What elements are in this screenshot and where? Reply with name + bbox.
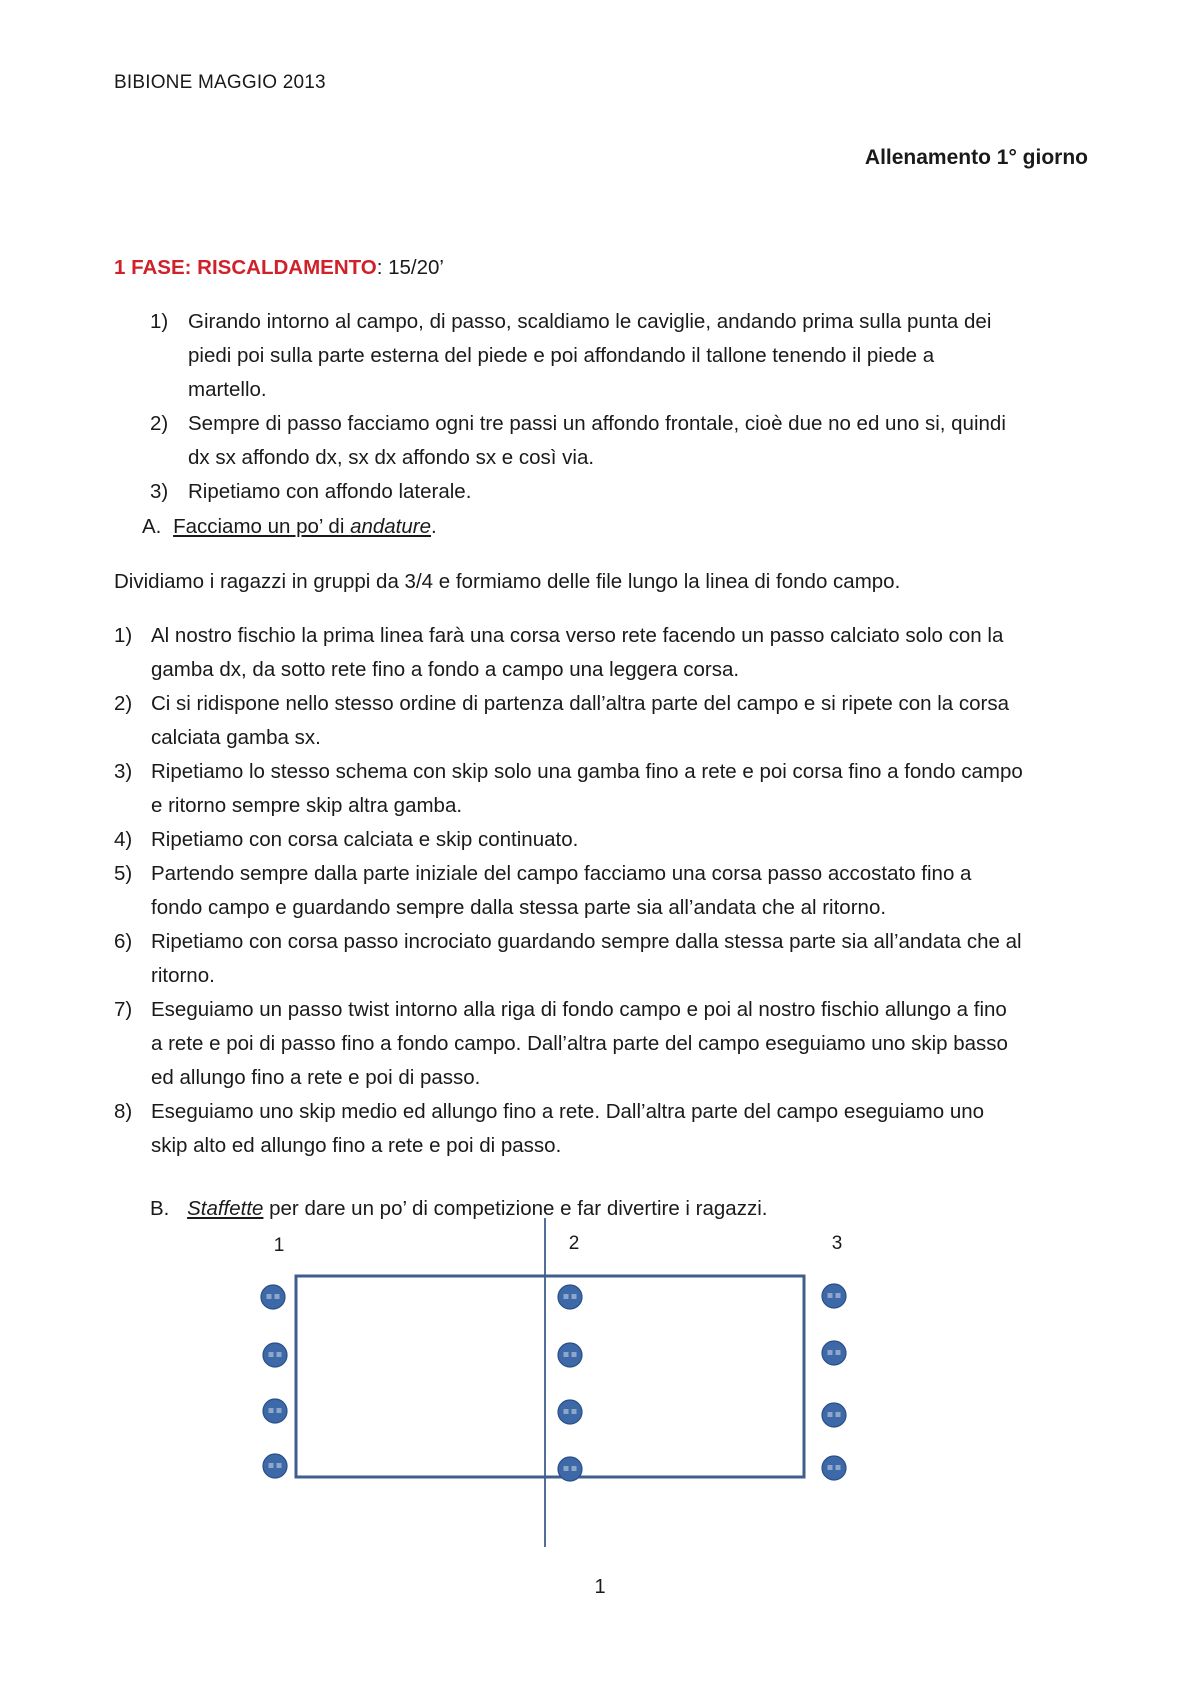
- player-marker: [822, 1403, 846, 1427]
- drill-item-line: ritorno.: [151, 964, 215, 987]
- warmup-item-line: Ripetiamo con affondo laterale.: [188, 480, 472, 503]
- warmup-item-number: 3): [150, 480, 169, 503]
- drill-item-line: Al nostro fischio la prima linea farà una corsa verso rete facendo un passo calciato solo con la: [151, 624, 1004, 647]
- drill-item-line: Partendo sempre dalla parte iniziale del campo facciamo una corsa passo accostato fino a: [151, 862, 972, 885]
- warmup-item-line: Sempre di passo facciamo ogni tre passi un affondo frontale, cioè due no ed uno si, quindi: [188, 412, 1006, 435]
- warmup-item-number: 1): [150, 310, 169, 333]
- player-marker: [822, 1456, 846, 1480]
- phase-duration: : 15/20’: [376, 256, 444, 279]
- field-rectangle: [296, 1276, 804, 1477]
- drill-item-line: Ci si ridispone nello stesso ordine di partenza dall’altra parte del campo e si ripete con la corsa: [151, 692, 1010, 715]
- drill-item-line: a rete e poi di passo fino a fondo campo. Dall’altra parte del campo eseguiamo uno skip basso: [151, 1032, 1008, 1055]
- drill-item-line: e ritorno sempre skip altra gamba.: [151, 794, 463, 817]
- drill-item-line: Ripetiamo con corsa calciata e skip continuato.: [151, 828, 579, 851]
- drill-item-number: 6): [114, 930, 133, 953]
- warmup-item-line: piedi poi sulla parte esterna del piede e poi affondando il tallone tenendo il piede a: [188, 344, 935, 367]
- player-marker: [261, 1285, 285, 1309]
- section-b-text: per dare un po’ di competizione e far divertire i ragazzi.: [263, 1197, 768, 1220]
- player-marker: [558, 1285, 582, 1309]
- section-b-letter: B.: [150, 1197, 170, 1220]
- player-marker: [558, 1400, 582, 1424]
- document-header: BIBIONE MAGGIO 2013: [114, 72, 326, 93]
- player-marker: [822, 1341, 846, 1365]
- drill-item-line: fondo campo e guardando sempre dalla stessa parte sia all’andata che al ritorno.: [151, 896, 887, 919]
- phase-label: 1 FASE: RISCALDAMENTO: [114, 256, 377, 279]
- section-b-italic: Staffette: [187, 1197, 264, 1220]
- drill-item-line: calciata gamba sx.: [151, 726, 321, 749]
- player-marker: [263, 1399, 287, 1423]
- drill-item-number: 2): [114, 692, 133, 715]
- drill-item-number: 7): [114, 998, 133, 1021]
- drill-item-number: 4): [114, 828, 133, 851]
- section-a-italic: andature: [350, 515, 432, 538]
- column-label: 2: [568, 1233, 580, 1254]
- player-marker: [263, 1343, 287, 1367]
- warmup-item-line: martello.: [188, 378, 267, 401]
- column-label: 3: [831, 1233, 843, 1254]
- drill-item-line: Ripetiamo lo stesso schema con skip solo una gamba fino a rete e poi corsa fino a fondo campo: [151, 760, 1023, 783]
- page-number: 1: [594, 1576, 606, 1598]
- drill-item-line: ed allungo fino a rete e poi di passo.: [151, 1066, 481, 1089]
- column-label: 1: [273, 1235, 285, 1256]
- drill-item-line: Ripetiamo con corsa passo incrociato guardando sempre dalla stessa parte sia all’andata che al: [151, 930, 1022, 953]
- warmup-item-number: 2): [150, 412, 169, 435]
- section-a-text: Facciamo un po’ di andature: [173, 515, 432, 538]
- warmup-item-line: dx sx affondo dx, sx dx affondo sx e così via.: [188, 446, 595, 469]
- drill-item-number: 5): [114, 862, 133, 885]
- drill-item-line: Eseguiamo uno skip medio ed allungo fino a rete. Dall’altra parte del campo eseguiamo uno: [151, 1100, 985, 1123]
- warmup-item-line: Girando intorno al campo, di passo, scaldiamo le caviglie, andando prima sulla punta dei: [188, 310, 992, 333]
- drill-item-line: skip alto ed allungo fino a rete e poi di passo.: [151, 1134, 562, 1157]
- page-title: Allenamento 1° giorno: [864, 146, 1088, 169]
- drill-item-line: Eseguiamo un passo twist intorno alla riga di fondo campo e poi al nostro fischio allungo a fino: [151, 998, 1007, 1021]
- section-a-letter: A.: [142, 515, 162, 538]
- player-marker: [558, 1457, 582, 1481]
- drill-item-number: 1): [114, 624, 133, 647]
- drill-item-line: gamba dx, da sotto rete fino a fondo a campo una leggera corsa.: [151, 658, 740, 681]
- player-marker: [263, 1454, 287, 1478]
- drill-item-number: 8): [114, 1100, 133, 1123]
- player-marker: [822, 1284, 846, 1308]
- section-a: A. Facciamo un po’ di andature.: [142, 515, 437, 538]
- drill-item-number: 3): [114, 760, 133, 783]
- player-marker: [558, 1343, 582, 1367]
- intro-paragraph: Dividiamo i ragazzi in gruppi da 3/4 e formiamo delle file lungo la linea di fondo campo.: [114, 570, 901, 593]
